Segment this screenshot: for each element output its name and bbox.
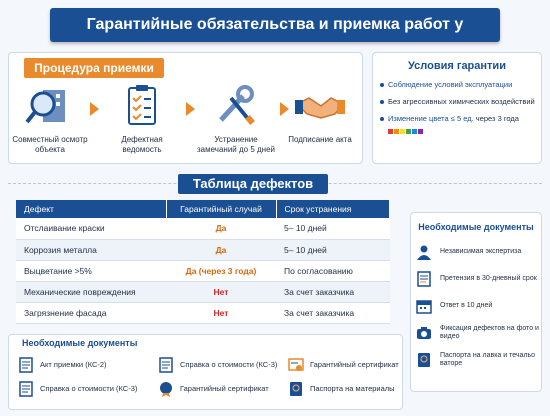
person-icon bbox=[416, 244, 432, 260]
doc-label: Справка о стоимости (КС-3) bbox=[40, 384, 138, 393]
doc-label: Претензия в 30-дневный срок bbox=[440, 275, 537, 282]
color-swatch bbox=[400, 129, 405, 134]
defect-cell: Коррозия металла bbox=[16, 239, 166, 260]
handshake-icon bbox=[295, 84, 345, 128]
doc-label: Акт приемки (КС-2) bbox=[40, 360, 107, 369]
table-row bbox=[16, 260, 390, 281]
procedure-steps bbox=[10, 84, 360, 164]
term-cell: 5– 10 дней bbox=[276, 218, 390, 239]
doc-item bbox=[158, 380, 269, 398]
certificate-icon bbox=[288, 357, 304, 373]
document-icon bbox=[416, 271, 432, 287]
condition-item-color bbox=[380, 114, 540, 135]
calendar-icon bbox=[416, 298, 432, 314]
color-swatch bbox=[388, 129, 393, 134]
doc-item bbox=[416, 321, 542, 345]
certificate-icon bbox=[158, 381, 174, 397]
warranty-case-cell: Да bbox=[166, 218, 276, 239]
warranty-case-cell: Да bbox=[166, 239, 276, 260]
table-row bbox=[16, 302, 390, 323]
column-header: Срок устранения bbox=[276, 200, 390, 218]
color-change-suffix: через 3 года bbox=[475, 114, 519, 123]
step-label: Подписание акта bbox=[288, 135, 352, 144]
color-swatch bbox=[394, 129, 399, 134]
doc-label: Независимая экспертиза bbox=[440, 248, 522, 255]
table-row bbox=[16, 281, 390, 302]
document-icon bbox=[18, 357, 34, 373]
color-swatch bbox=[418, 129, 423, 134]
doc-item bbox=[416, 348, 542, 372]
doc-item bbox=[416, 267, 542, 291]
color-change-label: Изменение цвета ≤ 5 ед. bbox=[388, 114, 474, 123]
doc-label: Фиксация дефектов на фото и видео bbox=[440, 325, 539, 340]
doc-label: Гарантийный сертификат bbox=[310, 360, 399, 369]
conditions-heading: Условия гарантии bbox=[408, 60, 506, 72]
arrow-icon bbox=[90, 102, 99, 116]
procedure-heading: Процедура приемки bbox=[24, 58, 164, 78]
doc-label: Гарантийный сертификат bbox=[180, 384, 269, 393]
doc-item bbox=[18, 356, 107, 374]
color-swatches bbox=[388, 126, 540, 135]
defects-heading: Таблица дефектов bbox=[178, 174, 328, 194]
column-header: Гарантийный случай bbox=[166, 200, 276, 218]
table-row bbox=[16, 239, 390, 260]
doc-label: Паспорта на материалы bbox=[310, 384, 395, 393]
passport-icon bbox=[416, 352, 432, 368]
wrench-screwdriver-icon bbox=[211, 84, 261, 128]
defect-cell: Выцветание >5% bbox=[16, 260, 166, 281]
doc-item bbox=[416, 294, 542, 318]
arrow-icon bbox=[186, 102, 195, 116]
step-defect-list bbox=[102, 84, 182, 155]
warranty-case-cell: Нет bbox=[166, 281, 276, 302]
warranty-case-cell: Нет bbox=[166, 302, 276, 323]
step-inspection bbox=[10, 84, 90, 155]
document-icon bbox=[18, 381, 34, 397]
magnifier-building-icon bbox=[25, 84, 75, 128]
warranty-case-cell: Да (через 3 года) bbox=[166, 260, 276, 281]
document-icon bbox=[158, 357, 174, 373]
passport-icon bbox=[288, 381, 304, 397]
color-swatch bbox=[412, 129, 417, 134]
camera-icon bbox=[416, 325, 432, 341]
step-label: Совместный осмотр объекта bbox=[12, 135, 88, 154]
conditions-list bbox=[380, 80, 540, 143]
docs-bottom-heading: Необходимые документы bbox=[22, 338, 138, 348]
docs-right-heading: Необходимые документы bbox=[418, 222, 534, 232]
doc-label: Паспорта на лавка и течальо ваторе bbox=[440, 352, 536, 367]
doc-label: Справка о стоимости (КС-3) bbox=[180, 360, 278, 369]
condition-item: Без агрессивных химических воздействий bbox=[380, 97, 540, 106]
term-cell: 5– 10 дней bbox=[276, 239, 390, 260]
step-fix bbox=[196, 84, 276, 155]
doc-item bbox=[288, 356, 399, 374]
step-sign bbox=[280, 84, 360, 145]
clipboard-checklist-icon bbox=[117, 84, 167, 128]
step-label: Дефектная ведомость bbox=[121, 135, 163, 154]
defects-table bbox=[16, 200, 390, 324]
defect-cell: Загрязнение фасада bbox=[16, 302, 166, 323]
doc-item bbox=[416, 240, 542, 264]
defect-cell: Механические повреждения bbox=[16, 281, 166, 302]
table-row bbox=[16, 218, 390, 239]
term-cell: По согласованию bbox=[276, 260, 390, 281]
condition-item: Соблюдение условий эксплуатации bbox=[380, 80, 540, 89]
docs-right-list bbox=[416, 240, 542, 375]
defect-cell: Отслаивание краски bbox=[16, 218, 166, 239]
doc-item bbox=[288, 380, 395, 398]
term-cell: За счет заказчика bbox=[276, 281, 390, 302]
doc-label: Ответ в 10 дней bbox=[440, 302, 493, 309]
doc-item bbox=[18, 380, 137, 398]
step-label: Устранение замечаний до 5 дней bbox=[196, 135, 275, 154]
page-title: Гарантийные обязательства и приемка работ у bbox=[50, 8, 500, 42]
term-cell: За счет заказчика bbox=[276, 302, 390, 323]
color-swatch bbox=[406, 129, 411, 134]
column-header: Дефект bbox=[16, 200, 166, 218]
doc-item bbox=[158, 356, 277, 374]
